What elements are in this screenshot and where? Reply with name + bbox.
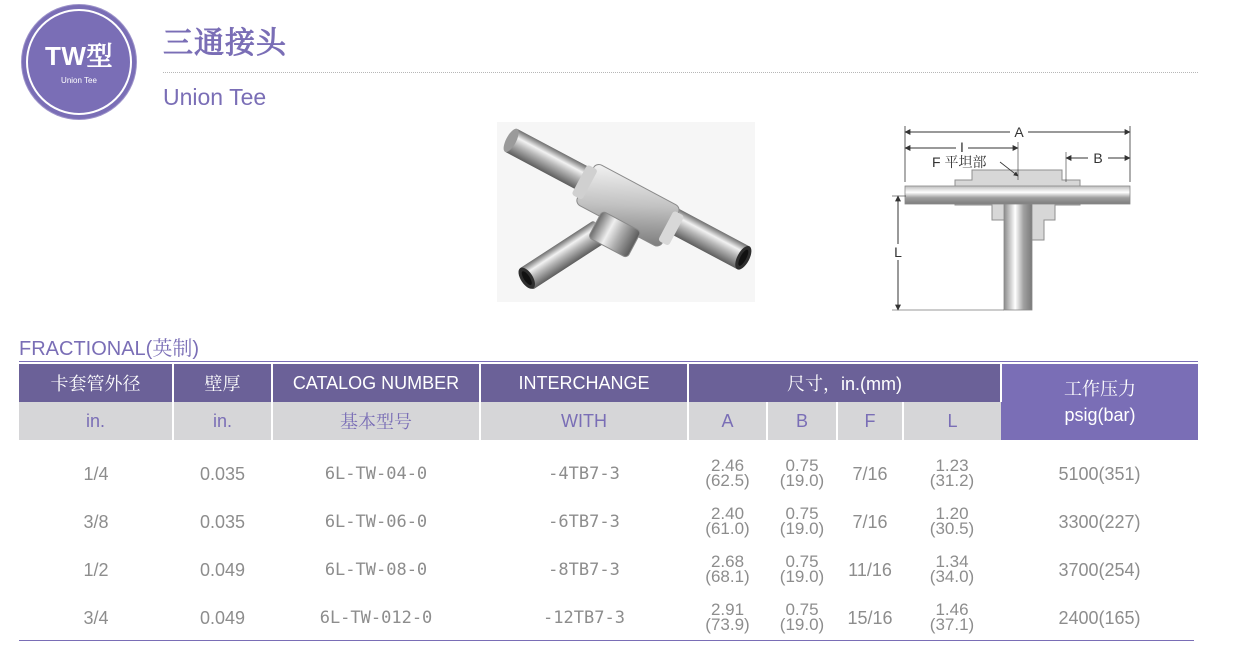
product-badge [22,5,136,119]
cell-b-mm: (19.0) [779,470,825,490]
cell-pressure: 3300(227) [1058,511,1141,532]
title-divider [163,72,1198,73]
dim-label-l: L [894,244,902,260]
cell-a-in: 2.68 [710,551,745,571]
cell-a [688,440,767,498]
cell-od: 1/2 [83,559,109,580]
col-header-interchange: INTERCHANGE [480,364,688,402]
dim-label-i: I [960,139,964,155]
cell-b-mm: (19.0) [779,566,825,586]
col-header-tube-od: 卡套管外径 [19,364,173,402]
cell-catalog: 6L-TW-08-0 [324,560,428,580]
dimension-drawing [880,120,1142,315]
cell-a-mm: (73.9) [705,614,750,634]
cell-l [903,546,1001,594]
cell-l [903,440,1001,498]
cell-l [903,594,1001,642]
cell-wall: 0.049 [199,607,246,628]
cell-a [688,594,767,642]
cell-l [903,498,1001,546]
cell-interchange: -6TB7-3 [548,512,620,532]
page-title-cn: 三通接头 [163,27,287,60]
cell-b-mm: (19.0) [779,518,825,538]
dim-label-a: A [1014,124,1024,140]
cell-catalog: 6L-TW-012-0 [319,608,433,628]
cell-l-in: 1.23 [935,455,969,475]
cell-catalog: 6L-TW-06-0 [324,512,428,532]
pressure-label-cn: 工作压力 [1064,379,1136,399]
cell-l-mm: (30.5) [929,518,975,538]
cell-interchange: -8TB7-3 [548,560,620,580]
cell-pressure: 5100(351) [1058,463,1141,484]
badge-title: TW型 [45,41,113,71]
cell-b [767,440,837,498]
page-title-en: Union Tee [163,84,267,110]
col-subheader-b: B [767,402,837,440]
dim-label-b: B [1093,150,1103,166]
col-header-wall: 壁厚 [173,364,272,402]
col-subheader-tube-od-unit: in. [19,402,173,440]
cell-interchange: -12TB7-3 [543,608,625,628]
col-subheader-wall-unit: in. [173,402,272,440]
cell-a [688,546,767,594]
pressure-label-unit: psig(bar) [1064,405,1136,425]
cell-catalog: 6L-TW-04-0 [324,464,428,484]
cell-interchange: -4TB7-3 [548,464,620,484]
col-header-catalog: CATALOG NUMBER [272,364,480,402]
cell-l-in: 1.46 [935,599,969,619]
cell-a-in: 2.91 [710,599,745,619]
col-subheader-a: A [688,402,767,440]
col-subheader-interchange: WITH [480,402,688,440]
cell-f: 7/16 [852,511,888,532]
cell-b [767,546,837,594]
cell-f: 11/16 [848,559,892,580]
cell-pressure: 2400(165) [1058,607,1141,628]
cell-b-in: 0.75 [785,551,819,571]
cell-wall: 0.035 [199,463,246,484]
cell-b [767,594,837,642]
dim-label-f: F 平坦部 [932,154,987,170]
col-subheader-l: L [903,402,1001,440]
section-divider [19,361,1198,362]
cell-l-mm: (34.0) [929,566,975,586]
badge-subtitle: Union Tee [61,76,97,85]
cell-od: 3/8 [83,511,109,532]
cell-b-in: 0.75 [785,455,819,475]
cell-pressure: 3700(254) [1058,559,1141,580]
header-row-primary [19,364,1198,402]
cell-b-in: 0.75 [785,599,819,619]
cell-a [688,498,767,546]
cell-a-in: 2.40 [710,503,745,523]
table-row [19,546,1198,594]
col-header-dimensions: 尺寸，in.(mm) [688,364,1001,402]
cell-l-in: 1.34 [935,551,969,571]
section-title: FRACTIONAL(英制) [19,338,199,360]
cell-b-mm: (19.0) [779,614,825,634]
col-header-pressure [1001,364,1198,440]
table-bottom-rule [19,640,1194,641]
col-subheader-f: F [837,402,903,440]
cell-l-mm: (31.2) [929,470,975,490]
cell-od: 1/4 [83,463,109,484]
cell-wall: 0.049 [199,559,246,580]
cell-a-mm: (68.1) [705,566,750,586]
cell-od: 3/4 [83,607,109,628]
col-subheader-catalog: 基本型号 [272,402,480,440]
cell-a-in: 2.46 [710,455,745,475]
cell-l-mm: (37.1) [929,614,975,634]
union-tee-photo [497,122,755,302]
spec-table [19,364,1198,642]
cell-a-mm: (61.0) [705,518,750,538]
cell-b [767,498,837,546]
cell-l-in: 1.20 [935,503,969,523]
table-row [19,594,1198,642]
cell-a-mm: (62.5) [705,470,750,490]
cell-b-in: 0.75 [785,503,819,523]
cell-wall: 0.035 [199,511,246,532]
cell-f: 7/16 [852,463,888,484]
table-row [19,498,1198,546]
table-row [19,440,1198,498]
cell-f: 15/16 [847,607,893,628]
